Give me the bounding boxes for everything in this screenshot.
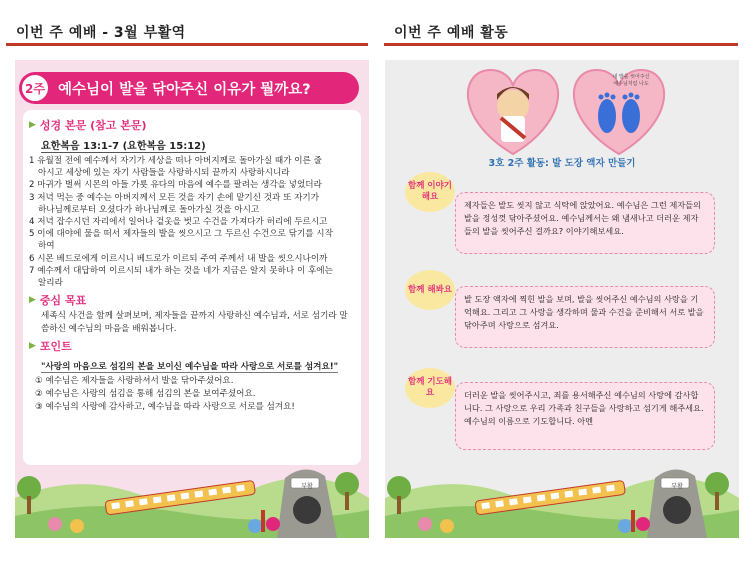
triangle-bullet-icon: ▶ [29, 341, 36, 352]
right-header-rule [384, 43, 738, 46]
verse-item: 7 예수께서 대답하여 이르시되 내가 하는 것을 네가 지금은 알지 못하나 이 후에는 알리라 [29, 265, 333, 289]
point-item: ③ 예수님의 사랑에 감사하고, 예수님을 따라 사랑으로 서로를 섬겨요! [35, 402, 295, 413]
left-section-header [6, 14, 368, 48]
lesson-title: 예수님이 발을 닦아주신 이유가 뭘까요? [58, 81, 311, 98]
points-main-quote: "사랑의 마음으로 섬김의 본을 보이신 예수님을 따라 사랑으로 서로를 섬겨요!" [41, 362, 339, 373]
lesson-panel [15, 60, 369, 538]
goal-heading [29, 292, 351, 308]
do-together-label: 함께 해봐요 [405, 270, 455, 310]
left-section-title: 이번 주 예배 - 3월 부활역 [16, 25, 186, 41]
verse-item: 3 저녁 먹는 중 예수는 아버지께서 모든 것을 자기 손에 맡기신 것과 또 자기가 하나님께로부터 오셨다가 하나님께로 돌아가실 것을 아시고 [29, 192, 320, 215]
verse-item: 6 시몬 베드로에게 이르시니 베드로가 이르되 주여 주께서 내 발을 씻으시나이까 [29, 253, 328, 264]
lesson-title-banner [19, 72, 359, 104]
goal-text: 세족식 사건을 함께 살펴보며, 제자들을 끝까지 사랑하신 예수님과, 서로 섬기라 말씀하신 예수님의 마음을 배워봅니다. [41, 311, 348, 334]
triangle-bullet-icon: ▶ [29, 295, 36, 306]
verse-item: 5 이에 대야에 물을 떠서 제자들의 발을 씻으시고 그 두르신 수건으로 닦기를 시작 하여 [29, 229, 333, 252]
pray-together-box: 더러운 발을 씻어주시고, 죄를 용서해주신 예수님의 사랑에 감사합니다. 그 사랑으로 우리 가족과 친구들을 사랑하고 섬기게 해주세요. 예수님의 이름으로 기도합니다. 아멘 [455, 382, 715, 450]
verse-item: 1 유월절 전에 예수께서 자기가 세상을 떠나 아버지께로 돌아가실 때가 이른 줄 아시고 세상에 있는 자기 사람들을 사랑하시되 끝까지 사랑하시니라 [29, 156, 322, 179]
easter-village-illustration [15, 458, 369, 538]
scripture-reference: 요한복음 13:1-7 (요한복음 15:12) [41, 137, 206, 153]
pray-together-label: 함께 기도해요 [405, 368, 455, 408]
right-section-header [384, 14, 738, 48]
heart-caption: 내 발을 씻어주신 예수님처럼 나도 [612, 74, 650, 87]
lesson-content-card [23, 110, 361, 465]
scene-sign-label: 부활 [301, 483, 313, 490]
point-item: ① 예수님은 제자들을 사랑하셔서 발을 닦아주셨어요. [35, 376, 234, 387]
points-heading [29, 338, 351, 354]
scripture-heading-label: 성경 본문 (참고 본문) [39, 119, 147, 132]
goal-heading-label: 중심 목표 [39, 294, 87, 308]
activity-title: 3호 2주 활동: 발 도장 액자 만들기 [488, 158, 636, 169]
right-section-title: 이번 주 예배 활동 [394, 25, 509, 41]
activity-panel [385, 60, 739, 538]
verse-item: 4 저녁 잡수시던 자리에서 일어나 겉옷을 벗고 수건을 가져다가 허리에 두르시고 [29, 217, 328, 228]
talk-together-label: 함께 이야기 해요 [405, 172, 455, 212]
verse-item: 2 마귀가 벌써 시몬의 아들 가룟 유다의 마음에 예수를 팔려는 생각을 넣었더라 [29, 180, 322, 191]
week-badge: 2주 [20, 73, 50, 103]
talk-together-box: 제자들은 발도 씻지 않고 식탁에 앉았어요. 예수님은 그런 제자들의 발을 정성껏 닦아주셨어요. 예수님께서는 왜 냄새나고 더러운 제자들의 발을 씻어주신 걸까요? 이야기해보세요. [455, 192, 715, 254]
verse-list [29, 155, 351, 289]
triangle-bullet-icon: ▶ [29, 120, 36, 130]
do-together-box: 발 도장 액자에 찍힌 발을 보며, 발을 씻어주신 예수님의 사랑을 기억해요. 그리고 그 사랑을 생각하며 물과 수건을 준비해서 서로 발을 닦아주며 사랑으로 섬겨요. [455, 286, 715, 348]
point-item: ② 예수님은 사랑의 섬김을 통해 섬김의 본을 보여주셨어요. [35, 389, 256, 400]
points-heading-label: 포인트 [39, 340, 72, 354]
scene-sign-label: 부활 [671, 483, 683, 490]
easter-village-illustration [385, 458, 739, 538]
scripture-heading [29, 117, 351, 133]
left-header-rule [6, 43, 368, 46]
